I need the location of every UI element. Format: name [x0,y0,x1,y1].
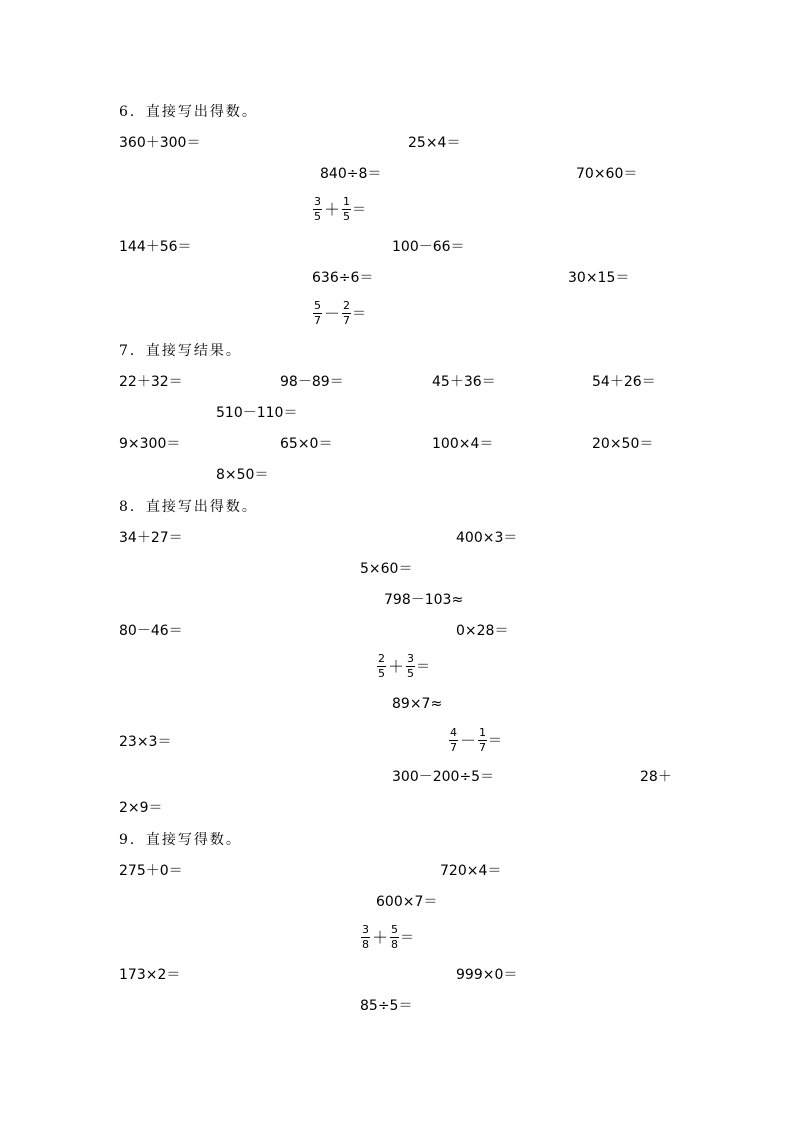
fraction: $\frac{5}{7}$ [314,299,321,327]
problem: 54＋26＝ [592,374,656,390]
fraction-problem: $\frac{3}{5}$ ＋ $\frac{1}{5}$ ＝ [314,195,367,223]
fraction: $\frac{3}{8}$ [362,923,369,951]
problem: 510－110＝ [216,405,298,421]
fraction: $\frac{4}{7}$ [450,726,457,754]
fraction: $\frac{1}{5}$ [343,195,351,223]
section-7-title: 7．直接写结果。 [119,343,242,359]
fraction: $\frac{2}{7}$ [343,299,351,327]
section-8-title: 8．直接写出得数。 [119,499,258,515]
fraction: $\frac{2}{5}$ [378,652,385,680]
problem: 22＋32＝ [119,374,183,390]
problem: 100－66＝ [392,239,465,255]
fraction: $\frac{5}{8}$ [391,923,399,951]
fraction-problem: $\frac{4}{7}$ － $\frac{1}{7}$ ＝ [450,726,503,754]
fraction-problem: $\frac{3}{8}$ ＋ $\frac{5}{8}$ ＝ [362,923,415,951]
fraction: $\frac{1}{7}$ [479,726,487,754]
problem: 25×4＝ [408,135,461,151]
problem: 636÷6＝ [312,270,374,286]
problem: 360＋300＝ [119,135,201,151]
section-6-title: 6．直接写出得数。 [119,104,258,120]
problem: 28＋ [640,769,672,785]
problem: 80－46＝ [119,623,183,639]
section-9-title: 9．直接写得数。 [119,832,242,848]
problem: 9×300＝ [119,436,181,452]
fraction: $\frac{3}{5}$ [314,195,321,223]
problem: 23×3＝ [119,734,172,750]
problem: 173×2＝ [119,967,181,983]
problem: 20×50＝ [592,436,654,452]
problem: 8×50＝ [216,467,269,483]
problem: 2×9＝ [119,800,163,816]
fraction-problem: $\frac{2}{5}$ ＋ $\frac{3}{5}$ ＝ [378,652,431,680]
problem: 100×4＝ [432,436,494,452]
problem: 600×7＝ [376,894,438,910]
fraction: $\frac{3}{5}$ [407,652,415,680]
problem: 89×7≈ [392,696,443,712]
problem: 34＋27＝ [119,530,183,546]
problem: 98－89＝ [280,374,344,390]
problem: 65×0＝ [280,436,333,452]
fraction-problem: $\frac{5}{7}$ － $\frac{2}{7}$ ＝ [314,299,367,327]
problem: 300－200÷5＝ [392,769,495,785]
problem: 0×28＝ [456,623,509,639]
problem: 5×60＝ [360,561,413,577]
problem: 275＋0＝ [119,863,183,879]
problem: 798－103≈ [384,592,464,608]
problem: 70×60＝ [576,166,638,182]
problem: 400×3＝ [456,530,518,546]
problem: 720×4＝ [440,863,502,879]
problem: 45＋36＝ [432,374,496,390]
problem: 999×0＝ [456,967,518,983]
problem: 85÷5＝ [360,998,413,1014]
problem: 840÷8＝ [320,166,382,182]
problem: 30×15＝ [568,270,630,286]
problem: 144＋56＝ [119,239,192,255]
